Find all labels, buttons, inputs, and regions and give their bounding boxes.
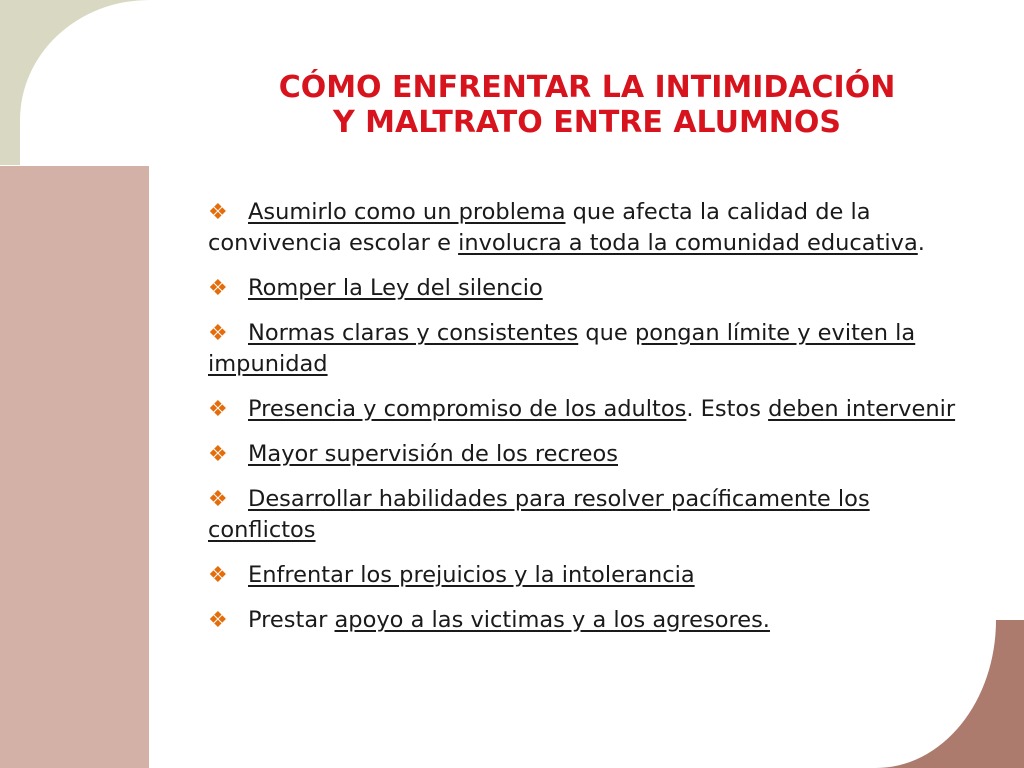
list-item (208, 439, 968, 470)
item-underlined-text: apoyo a las victimas y a los agresores. (334, 607, 770, 633)
diamond-bullet-icon: ❖ (208, 200, 228, 225)
diamond-bullet-icon: ❖ (208, 608, 228, 633)
item-underlined-text: deben intervenir (768, 396, 956, 422)
item-underlined-text: Mayor supervisión de los recreos (248, 441, 618, 467)
list-item (208, 394, 968, 425)
item-underlined-text: Normas claras y consistentes (248, 320, 579, 346)
diamond-bullet-icon: ❖ (208, 487, 228, 512)
left-decorative-bar (0, 166, 149, 768)
slide-title (150, 70, 1024, 140)
diamond-bullet-icon: ❖ (208, 397, 228, 422)
item-underlined-text: Desarrollar habilidades para resolver pacíficamente los conflictos (208, 486, 870, 543)
bullet-list (208, 197, 968, 650)
list-item (208, 273, 968, 304)
item-underlined-text: Presencia y compromiso de los adultos (248, 396, 687, 422)
item-text: Prestar (248, 607, 335, 633)
item-underlined-text: Enfrentar los prejuicios y la intolerancia (248, 562, 695, 588)
item-underlined-text: pongan límite y eviten la impunidad (208, 320, 916, 377)
item-text: . Estos (686, 396, 769, 422)
diamond-bullet-icon: ❖ (208, 321, 228, 346)
list-item (208, 318, 968, 380)
item-text: . (917, 230, 925, 256)
slide-title-line-1: CÓMO ENFRENTAR LA INTIMIDACIÓN (278, 70, 896, 105)
list-item (208, 484, 968, 546)
list-item (208, 197, 968, 259)
item-underlined-text: Romper la Ley del silencio (248, 275, 543, 301)
item-underlined-text: involucra a toda la comunidad educativa (458, 230, 918, 256)
diamond-bullet-icon: ❖ (208, 276, 228, 301)
item-underlined-text: Asumirlo como un problema (248, 199, 566, 225)
list-item (208, 605, 968, 636)
diamond-bullet-icon: ❖ (208, 563, 228, 588)
item-text: que (578, 320, 635, 346)
item-text: que afecta la calidad de la convivencia escolar e (208, 199, 871, 256)
diamond-bullet-icon: ❖ (208, 442, 228, 467)
slide-title-line-2: Y MALTRATO ENTRE ALUMNOS (332, 105, 842, 140)
list-item (208, 560, 968, 591)
